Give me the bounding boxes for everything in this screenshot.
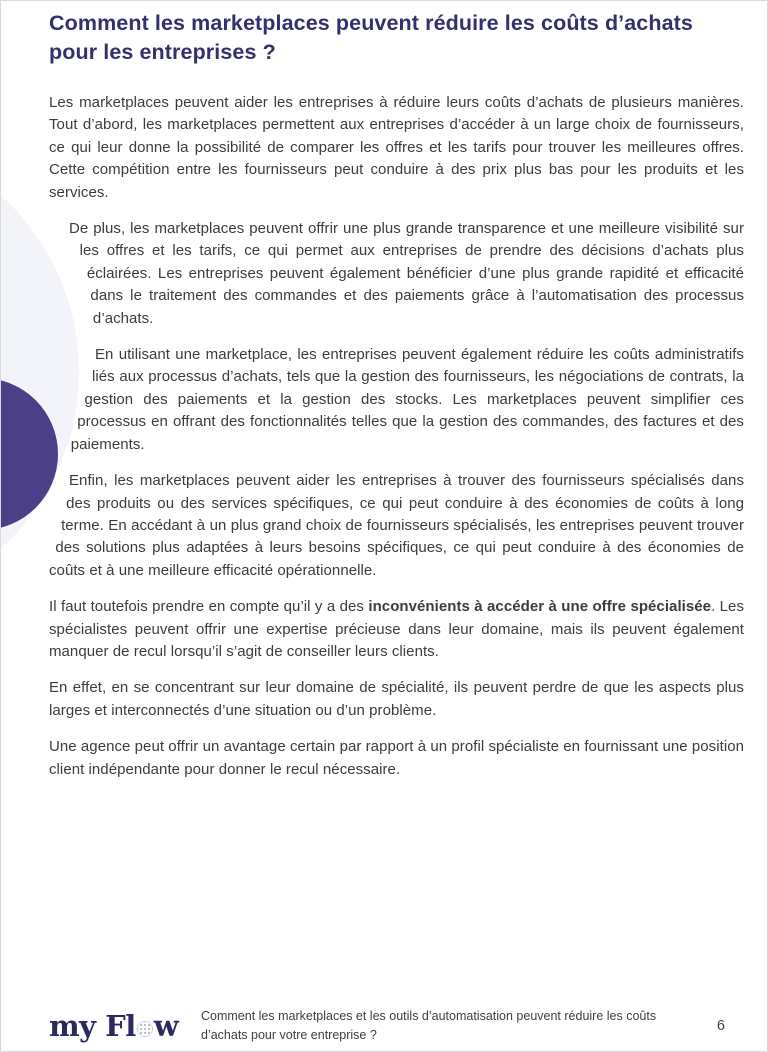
paragraph (49, 92, 744, 204)
paragraph-text: Les marketplaces peuvent aider les entreprises à réduire leurs coûts d’achats de plusieurs manières. Tout d’abord, les marketplaces permettent aux entreprises d’accéder à un large choix de fournisseurs, ce qui leur donne la possibilité de comparer les offres et les tarifs pour trouver les meilleures offres. Cette compétition entre les fournisseurs peut conduire à des prix plus bas pour les produits et les services. (49, 94, 744, 201)
logo-text-start: my Fl (49, 1009, 136, 1043)
body-paragraphs (49, 92, 744, 781)
paragraph-text: . Les spécialistes peuvent offrir une expertise précieuse dans leur domaine, mais ils peuvent également manquer de recul lorsqu’il s’agit de conseiller leurs clients. (49, 598, 745, 660)
footer (49, 1003, 745, 1049)
page-number: 6 (716, 1018, 725, 1034)
paragraph-text: En utilisant une marketplace, les entreprises peuvent également réduire les coûts administratifs liés aux processus d’achats, tels que la gestion des fournisseurs, les négociations de contrats, la gestion des paiements et la gestion des stocks. Les marketplaces peuvent simplifier ces processus en offrant des fonctionnalités telles que la gestion des commandes, des factures et des paiements. (70, 346, 744, 453)
paragraph-text: De plus, les marketplaces peuvent offrir une plus grande transparence et une meilleure visibilité sur les offres et les tarifs, ce qui permet aux entreprises de prendre des décisions d’achats plus éclairées. Les entreprises peuvent également bénéficier d’une plus grande rapidité et efficacité dans le traitement des commandes et des paiements grâce à l’automatisation des processus d’achats. (68, 220, 744, 327)
paragraph-text: En effet, en se concentrant sur leur domaine de spécialité, ils peuvent perdre de que les aspects plus larges et interconnectés d’une situation ou d’un problème. (49, 679, 744, 719)
logo-text-end: w (153, 1009, 179, 1043)
page-content (1, 1, 767, 781)
paragraph (49, 596, 744, 663)
paragraph-text: Une agence peut offrir un avantage certain par rapport à un profil spécialiste en fournissant une position client indépendante pour donner le recul nécessaire. (49, 738, 744, 778)
paragraph (49, 677, 744, 722)
paragraph-bold-text: inconvénients à accéder à une offre spécialisée (368, 598, 712, 616)
myflow-logo (49, 1009, 201, 1043)
paragraph (49, 218, 744, 330)
page-title: Comment les marketplaces peuvent réduire les coûts d’achats pour les entreprises ? (49, 11, 693, 64)
globe-icon (137, 1021, 153, 1037)
paragraph-text: Il faut toutefois prendre en compte qu’il y a des (49, 598, 369, 616)
footer-caption: Comment les marketplaces et les outils d’automatisation peuvent réduire les coûts d’achats pour votre entreprise ? (201, 1009, 657, 1042)
paragraph-text: Enfin, les marketplaces peuvent aider les entreprises à trouver des fournisseurs spécialisés dans des produits ou des services spécifiques, ce qui peut conduire à des économies de coûts à long terme. En accédant à un plus grand choix de fournisseurs spécialisés, les entreprises peuvent trouver des solutions plus adaptées à leurs besoins spécifiques, ce qui peut conduire à des économies de coûts et à une meilleure efficacité opérationnelle. (49, 472, 744, 579)
paragraph (49, 736, 744, 781)
paragraph (49, 344, 744, 456)
paragraph (49, 470, 744, 582)
